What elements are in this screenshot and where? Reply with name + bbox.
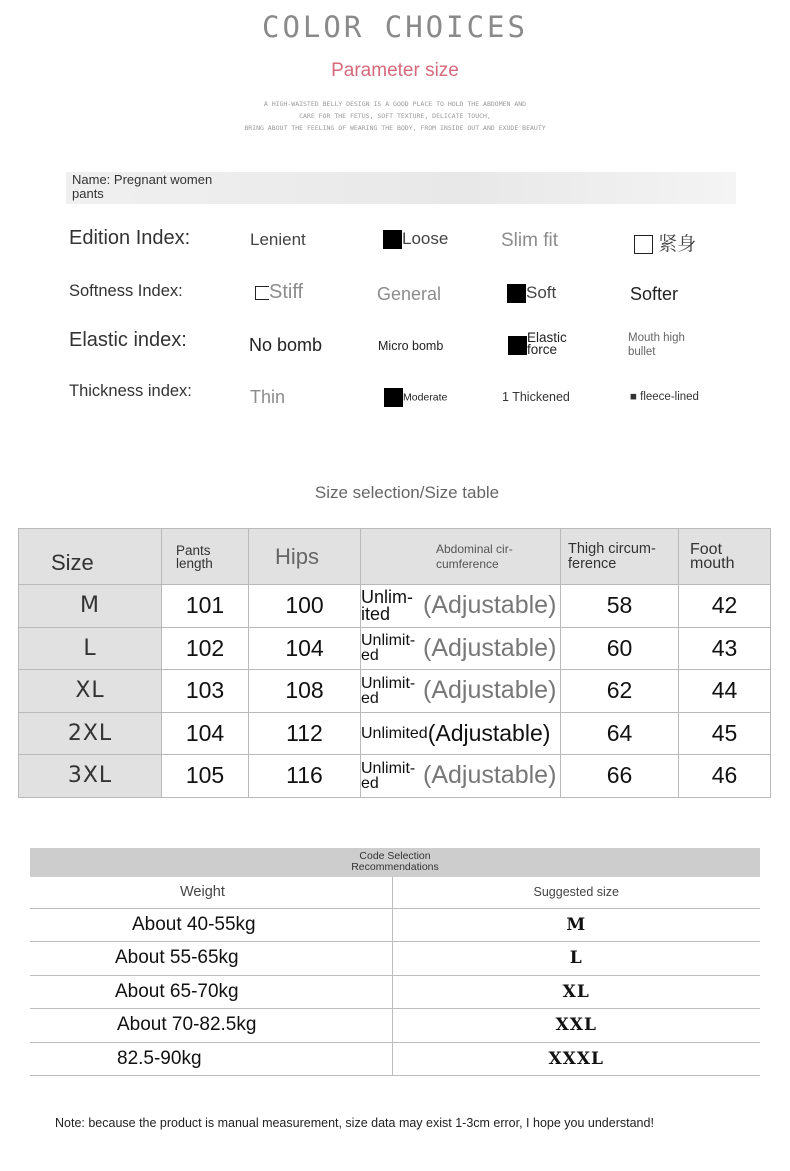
weight-cell: About 40-55kg xyxy=(30,908,392,942)
thigh-cell: 64 xyxy=(561,712,679,755)
abdominal-cell xyxy=(361,627,561,670)
checked-box-icon xyxy=(508,336,527,355)
softness-option-softer: Softer xyxy=(630,284,679,304)
foot-mouth-cell: 42 xyxy=(679,585,771,628)
size-table-caption: Size selection/Size table xyxy=(314,483,500,502)
hips-cell: 104 xyxy=(249,627,361,670)
page-title: COLOR CHOICES xyxy=(262,10,528,44)
elastic-option-elastic-force xyxy=(508,332,589,357)
softness-option-general: General xyxy=(377,284,442,304)
thickness-option-moderate xyxy=(384,388,447,407)
unchecked-box-icon xyxy=(255,286,269,300)
edition-option-loose xyxy=(383,229,448,249)
size-table-header-row xyxy=(19,529,771,585)
checked-box-icon xyxy=(384,388,403,407)
unchecked-box-icon xyxy=(634,235,653,254)
elastic-option-micro-bomb: Micro bomb xyxy=(378,339,444,353)
edition-option-lenient: Lenient xyxy=(250,230,306,249)
thigh-cell: 60 xyxy=(561,627,679,670)
thigh-cell: 62 xyxy=(561,670,679,713)
size-cell: XL xyxy=(19,670,162,713)
thickness-index-label: Thickness index: xyxy=(69,382,192,400)
size-cell: 3XL xyxy=(19,755,162,798)
abdominal-cell xyxy=(361,670,561,713)
table-row xyxy=(19,670,771,713)
length-cell: 101 xyxy=(162,585,249,628)
foot-mouth-cell: 45 xyxy=(679,712,771,755)
edition-index-label: Edition Index: xyxy=(69,227,191,249)
table-row xyxy=(19,627,771,670)
length-cell: 103 xyxy=(162,670,249,713)
abdominal-cell xyxy=(361,585,561,628)
size-cell: 2XL xyxy=(19,712,162,755)
hips-cell: 116 xyxy=(249,755,361,798)
table-row xyxy=(30,942,760,976)
tagline xyxy=(0,98,790,134)
product-name-box xyxy=(66,172,736,204)
elastic-index-label: Elastic index: xyxy=(69,329,187,351)
header-pants-length: Pants length xyxy=(162,529,249,585)
header-size: Size xyxy=(19,529,162,585)
header-suggested-size: Suggested size xyxy=(392,877,760,908)
table-row xyxy=(30,1009,760,1043)
page-subtitle: Parameter size xyxy=(331,60,459,81)
table-row xyxy=(30,908,760,942)
suggested-size-cell: L xyxy=(392,942,760,976)
thickness-option-thin: Thin xyxy=(250,387,286,407)
recommendation-header-row xyxy=(30,877,760,908)
weight-cell: About 55-65kg xyxy=(30,942,392,976)
suggested-size-cell: XXL xyxy=(392,1009,760,1043)
edition-option-label: 紧身 xyxy=(658,234,697,255)
suggested-size-cell: M xyxy=(392,908,760,942)
softness-option-soft xyxy=(507,283,556,303)
tagline-line: BRING ABOUT THE FEELING OF WEARING THE BODY, FROM INSIDE OUT AND EXUDE BEAUTY xyxy=(244,124,546,132)
softness-option-stiff xyxy=(255,281,303,304)
elastic-option-mouth-high-bullet: Mouth high bullet xyxy=(628,332,685,358)
tagline-line: CARE FOR THE FETUS, SOFT TEXTURE, DELICATE TOUCH, xyxy=(299,112,491,120)
foot-mouth-cell: 44 xyxy=(679,670,771,713)
adjustable-text: (Adjustable) xyxy=(423,633,557,662)
checked-box-icon xyxy=(507,284,526,303)
adjustable-text: (Adjustable) xyxy=(423,676,557,705)
length-cell: 105 xyxy=(162,755,249,798)
measurement-note: Note: because the product is manual measurement, size data may exist 1-3cm error, I hope you understand! xyxy=(55,1116,654,1130)
unlimited-text: Unlimit-ed xyxy=(361,759,416,792)
header-hips: Hips xyxy=(249,529,361,585)
adjustable-text: (Adjustable) xyxy=(423,761,557,790)
size-table xyxy=(18,528,771,798)
hips-cell: 112 xyxy=(249,712,361,755)
foot-mouth-cell: 46 xyxy=(679,755,771,798)
unlimited-text: Unlimit-ed xyxy=(361,632,416,665)
edition-option-tight xyxy=(634,229,696,256)
tagline-line: A HIGH-WAISTED BELLY DESIGN IS A GOOD PLACE TO HOLD THE ABDOMEN AND xyxy=(263,100,527,108)
recommendation-title-text: Code Selection Recommendations xyxy=(351,850,439,873)
weight-cell: 82.5-90kg xyxy=(30,1042,392,1076)
product-name: Name: Pregnant women pants xyxy=(72,172,213,201)
softness-option-label: Soft xyxy=(526,283,557,302)
header-foot-mouth: Foot mouth xyxy=(679,529,771,585)
elastic-option-label: Elastic force xyxy=(527,330,567,357)
size-cell: M xyxy=(19,585,162,628)
size-cell: L xyxy=(19,627,162,670)
header-abdominal: Abdominal cir-cumference xyxy=(361,529,561,585)
edition-option-slim-fit: Slim fit xyxy=(501,230,558,251)
softness-index-label: Softness Index: xyxy=(69,282,183,300)
recommendation-table xyxy=(30,877,760,1076)
thickness-option-thickened: 1 Thickened xyxy=(502,390,570,404)
abdominal-cell xyxy=(361,755,561,798)
abdominal-cell xyxy=(361,712,561,755)
checked-box-icon xyxy=(383,230,402,249)
table-row xyxy=(19,755,771,798)
header-thigh: Thigh circum-ference xyxy=(561,529,679,585)
thigh-cell: 66 xyxy=(561,755,679,798)
hips-cell: 108 xyxy=(249,670,361,713)
softness-option-label: Stiff xyxy=(269,281,304,303)
recommendation-title xyxy=(30,848,760,877)
adjustable-text: (Adjustable) xyxy=(423,591,557,620)
thickness-option-fleece-lined: ■ fleece-lined xyxy=(630,391,699,403)
foot-mouth-cell: 43 xyxy=(679,627,771,670)
length-cell: 102 xyxy=(162,627,249,670)
table-row xyxy=(19,712,771,755)
header-weight: Weight xyxy=(30,877,392,908)
suggested-size-cell: XXXL xyxy=(392,1042,760,1076)
edition-option-label: Loose xyxy=(402,229,449,248)
table-row xyxy=(19,585,771,628)
unlimited-text: Unlimit-ed xyxy=(361,674,416,707)
table-row xyxy=(30,1042,760,1076)
suggested-size-cell: XL xyxy=(392,975,760,1009)
table-row xyxy=(30,975,760,1009)
adjustable-text: (Adjustable) xyxy=(427,720,551,747)
thigh-cell: 58 xyxy=(561,585,679,628)
weight-cell: About 65-70kg xyxy=(30,975,392,1009)
elastic-option-no-bomb: No bomb xyxy=(249,335,323,355)
length-cell: 104 xyxy=(162,712,249,755)
weight-cell: About 70-82.5kg xyxy=(30,1009,392,1043)
unlimited-text: Unlimited xyxy=(361,725,428,743)
hips-cell: 100 xyxy=(249,585,361,628)
thickness-option-label: Moderate xyxy=(403,391,448,404)
unlimited-text: Unlim-ited xyxy=(361,586,413,624)
